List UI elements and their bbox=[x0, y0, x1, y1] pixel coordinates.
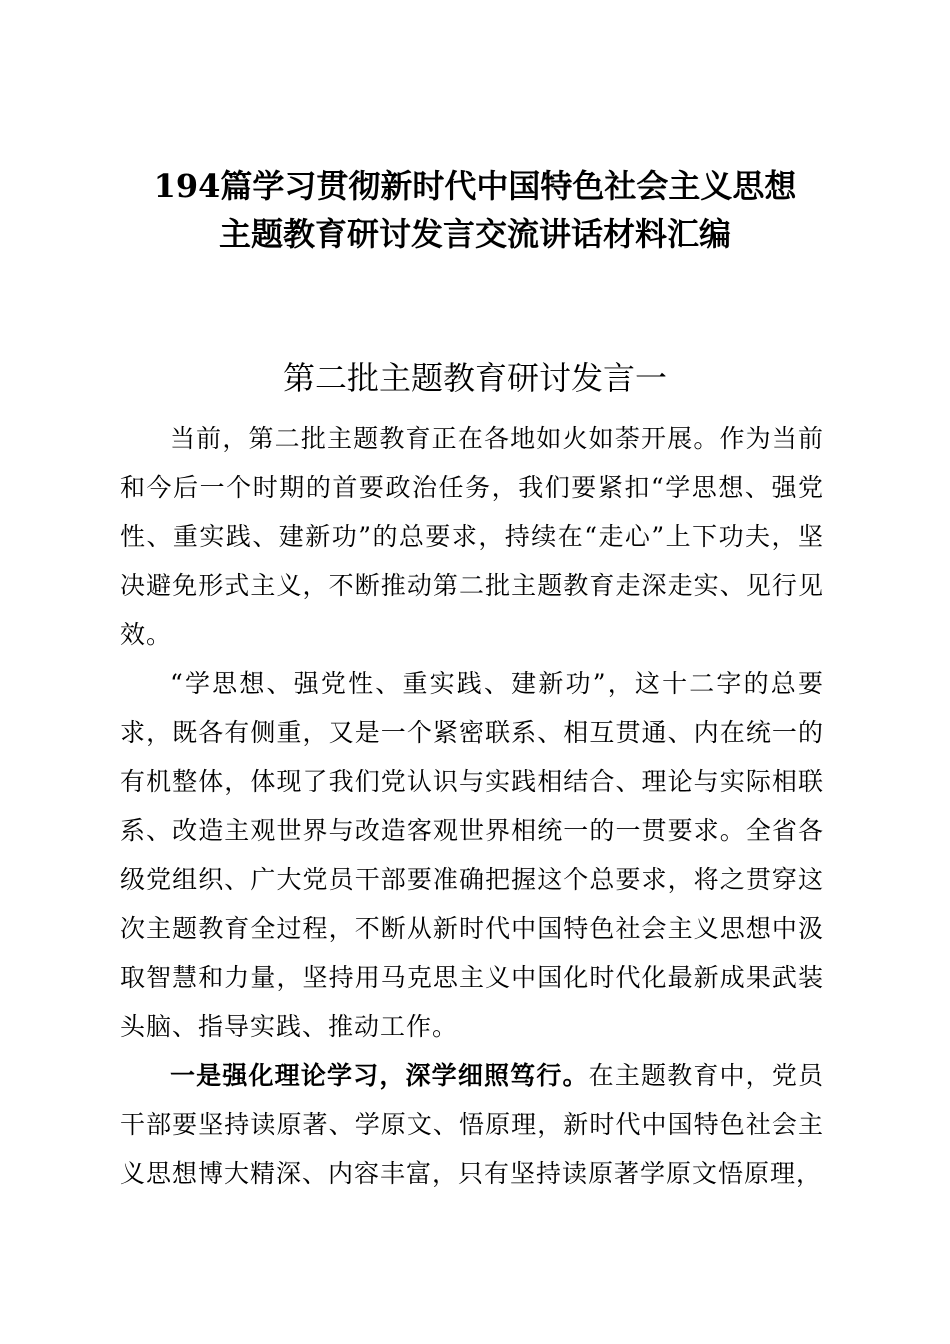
paragraph-lead-bold: 一是强化理论学习，深学细照笃行。 bbox=[170, 1061, 589, 1090]
document-title bbox=[0, 162, 950, 258]
paragraph-2 bbox=[120, 659, 824, 1051]
paragraph-3 bbox=[120, 1051, 824, 1198]
paragraph-text: 当前，第二批主题教育正在各地如火如荼开展。作为当前和今后一个时期的首要政治任务，我们要紧扣“学思想、强党性、重实践、建新功”的总要求，持续在“走心”上下功夫，坚决避免形式主义，不断推动第二批主题教育走深走实、见行见效。 bbox=[120, 424, 824, 649]
section-heading: 第二批主题教育研讨发言一 bbox=[282, 359, 667, 397]
paragraph-1 bbox=[120, 414, 824, 659]
paragraph-text: “学思想、强党性、重实践、建新功”，这十二字的总要求，既各有侧重，又是一个紧密联系、相互贯通、内在统一的有机整体，体现了我们党认识与实践相结合、理论与实际相联系、改造主观世界与改造客观世界相统一的一贯要求。全省各级党组织、广大党员干部要准确把握这个总要求，将之贯穿这次主题教育全过程，不断从新时代中国特色社会主义思想中汲取智慧和力量，坚持用马克思主义中国化时代化最新成果武装头脑、指导实践、推动工作。 bbox=[120, 669, 824, 1041]
document-body bbox=[120, 414, 824, 1198]
document-title-line-1: 194篇学习贯彻新时代中国特色社会主义思想 bbox=[153, 167, 797, 205]
document-title-line-2: 主题教育研讨发言交流讲话材料汇编 bbox=[218, 215, 731, 253]
paragraph-text: 在主题教育中，党员干部要坚持读原著、学原文、悟原理，新时代中国特色社会主义思想博大精深、内容丰富，只有坚持读原著学原文悟原理， bbox=[120, 1061, 824, 1188]
